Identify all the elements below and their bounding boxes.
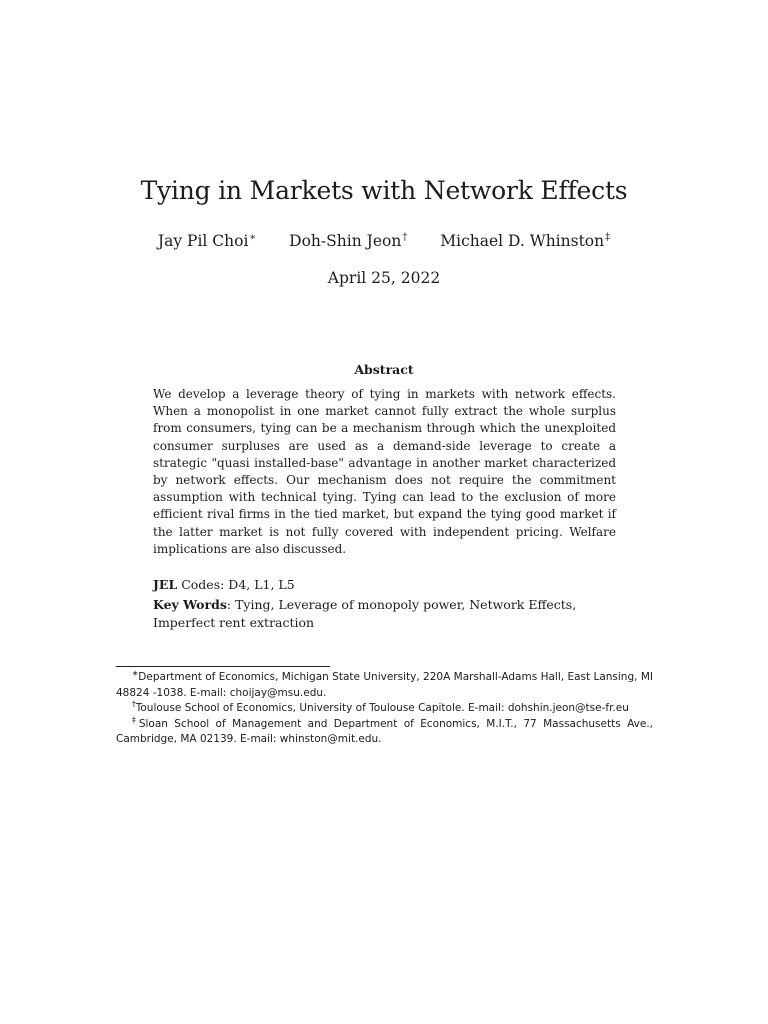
author-footnote-mark: ∗ [249,231,257,243]
keywords-text: : Tying, Leverage of monopoly power, Network Effects, Imperfect rent extraction [153,597,577,630]
footnotes [116,670,653,748]
keywords-label: Key Words [153,597,227,612]
paper-title: Tying in Markets with Network Effects [140,176,628,205]
author-name: Doh-Shin Jeon [289,232,402,250]
footnote-mark: ‡ [132,715,139,724]
footnote-text: Toulouse School of Economics, University of Toulouse Capitole. E-mail: dohshin.jeon@tse-fr.eu [135,702,629,714]
abstract-body: We develop a leverage theory of tying in markets with network effects. When a monopolist in one market cannot fully extract the whole surplus from consumers, tying can be a mechanism through which the unexploited consumer surpluses are used as a demand-side leverage to create a strategic "quasi installed-base" advantage in another market characterized by network effects. Our mechanism does not require the commitment assumption with technical tying. Tying can lead to the exclusion of more efficient rival firms in the tied market, but expand the tying good market if the latter market is not fully covered with independent pricing. Welfare implications are also discussed. [153,387,616,556]
author-2 [289,228,407,254]
jel-codes [153,576,623,594]
footnote-rule [116,666,330,667]
author-1 [158,228,256,254]
paper-date: April 25, 2022 [327,269,441,287]
key-words [153,596,623,632]
author-name: Jay Pil Choi [157,232,249,250]
author-name: Michael D. Whinston [440,232,605,250]
footnote-3 [116,717,653,748]
footnote-1 [116,670,653,701]
footnote-text: Department of Economics, Michigan State University, 220A Marshall-Adams Hall, East Lansing, MI 48824 -1038. E-mail: choijay@msu.edu. [116,671,653,699]
author-list [0,228,768,254]
abstract-heading: Abstract [354,362,414,377]
author-footnote-mark: † [402,231,408,243]
footnote-mark: † [132,699,136,709]
jel-text: Codes: D4, L1, L5 [177,577,295,592]
author-footnote-mark: ‡ [605,231,611,243]
footnote-text: Sloan School of Management and Department of Economics, M.I.T., 77 Massachusetts Ave., Cambridge, MA 02139. E-mail: whinston@mit.edu. [116,717,654,745]
jel-label: JEL [153,577,178,592]
footnote-2 [116,701,653,717]
author-3 [440,228,610,254]
footnote-mark: ∗ [132,668,139,678]
